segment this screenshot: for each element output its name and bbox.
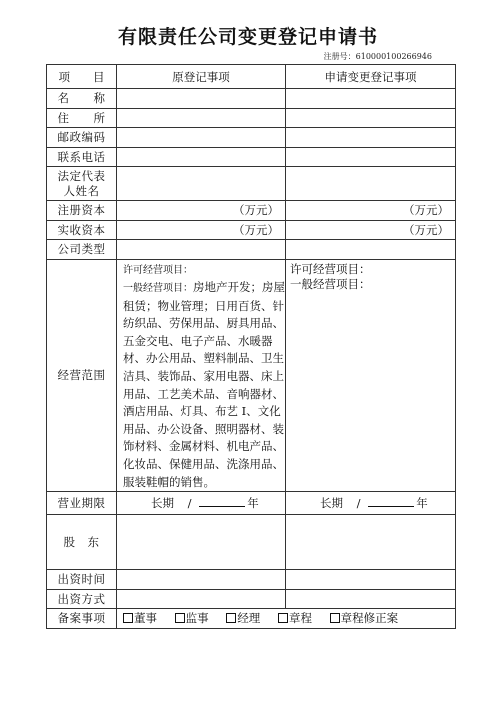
applied-registered-capital-unit[interactable]: （万元） <box>286 201 456 221</box>
filing-option-articles-amendment[interactable]: 章程修正案 <box>330 611 399 625</box>
checkbox-articles-amendment[interactable] <box>330 613 340 623</box>
applied-contribution-time-cell[interactable] <box>286 570 456 590</box>
applied-term-slash: / <box>356 496 361 511</box>
original-business-scope[interactable] <box>117 259 286 492</box>
applied-phone-cell[interactable] <box>286 147 456 167</box>
label-paid-capital: 实收资本 <box>47 220 117 240</box>
header-applied: 申请变更登记事项 <box>286 65 456 89</box>
checkbox-articles[interactable] <box>278 613 288 623</box>
form-title: 有限责任公司变更登记申请书 <box>117 26 378 48</box>
original-phone-cell[interactable] <box>117 147 286 167</box>
registration-number: 注册号：610000100266946 <box>323 52 432 61</box>
original-business-term[interactable] <box>117 492 286 515</box>
label-shareholders: 股 东 <box>47 515 117 570</box>
label-business-term: 营业期限 <box>47 492 117 515</box>
original-term-blank[interactable] <box>199 496 245 507</box>
original-address-cell[interactable] <box>117 108 286 128</box>
label-business-scope: 经营范围 <box>47 259 117 492</box>
filing-option-manager[interactable]: 经理 <box>226 611 260 625</box>
original-general-text: 房地产开发；房屋租赁；物业管理；日用百货、针纺织品、劳保用品、厨具用品、五金交电、电子产品、水暖器材、办公用品、塑料制品、卫生洁具、装饰品、家用电器、床上用品、工艺美术品、音响器材、酒店用品、灯具、布艺 I、文化用品、办公设备、照明器材、装饰材料、金属材料、机电产品、化妆品、保健用品、洗涤用品、服装鞋帽的销售。 <box>123 280 285 489</box>
applied-company-type-cell[interactable] <box>286 240 456 260</box>
original-name-cell[interactable] <box>117 89 286 109</box>
header-original: 原登记事项 <box>117 65 286 89</box>
label-legal-rep: 法定代表人姓名 <box>47 167 117 201</box>
original-company-type-cell[interactable] <box>117 240 286 260</box>
applied-paid-capital-unit[interactable]: （万元） <box>286 220 456 240</box>
original-postcode-cell[interactable] <box>117 128 286 148</box>
label-contribution-method: 出资方式 <box>47 589 117 609</box>
filing-option-articles[interactable]: 章程 <box>278 611 312 625</box>
label-contribution-time: 出资时间 <box>47 570 117 590</box>
original-legal-rep-cell[interactable] <box>117 167 286 201</box>
applied-legal-rep-cell[interactable] <box>286 167 456 201</box>
original-term-year: 年 <box>247 496 259 511</box>
applied-term-blank[interactable] <box>368 496 414 507</box>
applied-address-cell[interactable] <box>286 108 456 128</box>
label-name: 名 称 <box>47 89 117 109</box>
header-item: 项 目 <box>47 65 117 89</box>
original-registered-capital-unit[interactable]: （万元） <box>117 201 286 221</box>
applied-postcode-cell[interactable] <box>286 128 456 148</box>
label-phone: 联系电话 <box>47 147 117 167</box>
label-filing-items: 备案事项 <box>47 609 117 629</box>
original-contribution-time-cell[interactable] <box>117 570 286 590</box>
applied-term-year: 年 <box>416 496 428 511</box>
original-term-long: 长期 <box>151 496 174 511</box>
original-contribution-method-cell[interactable] <box>117 589 286 609</box>
checkbox-supervisor[interactable] <box>175 613 185 623</box>
original-shareholders-cell[interactable] <box>117 515 286 570</box>
applied-term-long: 长期 <box>320 496 343 511</box>
label-postcode: 邮政编码 <box>47 128 117 148</box>
checkbox-director[interactable] <box>123 613 133 623</box>
checkbox-manager[interactable] <box>226 613 236 623</box>
applied-shareholders-cell[interactable] <box>286 515 456 570</box>
original-general-label: 一般经营项目： <box>123 283 193 295</box>
original-term-slash: / <box>187 496 192 511</box>
label-registered-capital: 注册资本 <box>47 201 117 221</box>
applied-name-cell[interactable] <box>286 89 456 109</box>
filing-options <box>117 609 456 629</box>
original-licensed-label: 许可经营项目： <box>123 264 193 276</box>
applied-general-label: 一般经营项目： <box>290 276 371 291</box>
label-company-type: 公司类型 <box>47 240 117 260</box>
original-paid-capital-unit[interactable]: （万元） <box>117 220 286 240</box>
filing-option-supervisor[interactable]: 监事 <box>175 611 209 625</box>
filing-option-director[interactable]: 董事 <box>123 611 157 625</box>
applied-business-scope[interactable] <box>286 259 456 492</box>
applied-business-term[interactable] <box>286 492 456 515</box>
change-registration-table <box>46 64 456 629</box>
label-address: 住 所 <box>47 108 117 128</box>
applied-contribution-method-cell[interactable] <box>286 589 456 609</box>
applied-licensed-label: 许可经营项目： <box>290 261 371 276</box>
